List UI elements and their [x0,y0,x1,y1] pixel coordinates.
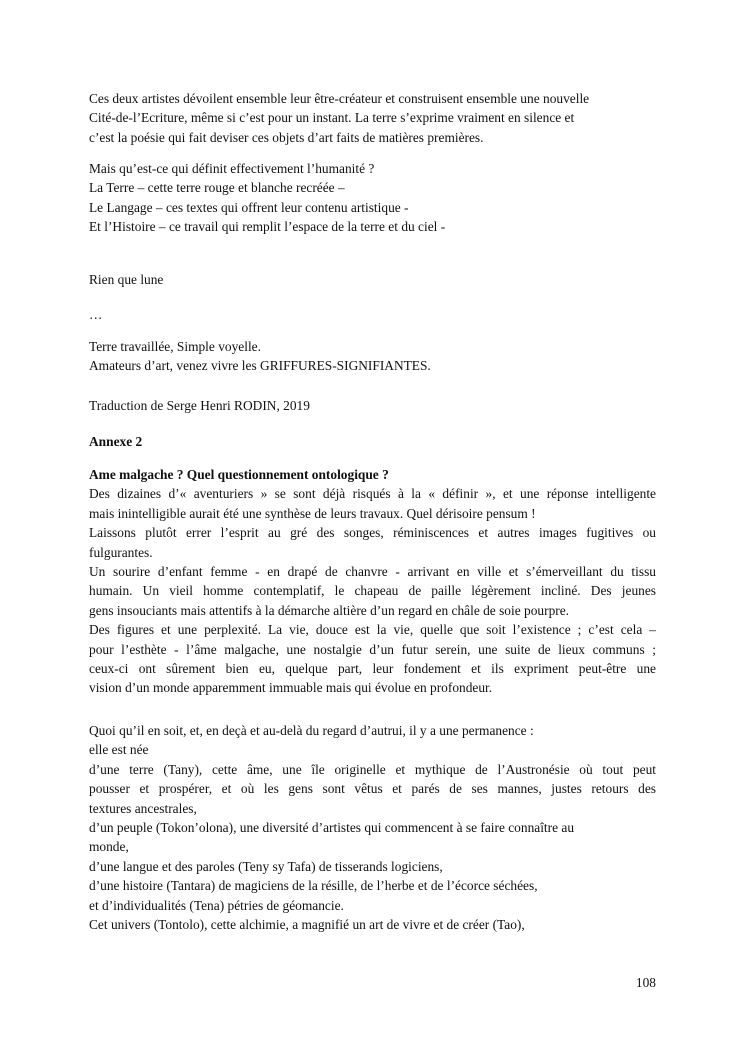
question-line: Le Langage – ces textes qui offrent leur contenu artistique - [89,199,409,215]
closing-line: Amateurs d’art, venez vivre les GRIFFURES-SIGNIFIANTES. [89,358,431,374]
intro-line: Cité-de-l’Ecriture, même si c’est pour un instant. La terre s’exprime vraiment en silence et [89,110,575,126]
rien-que-lune: Rien que lune [89,272,164,287]
paragraph-line: d’une terre (Tany), cette âme, une île originelle et mythique de l’Austronésie où tout peut [89,761,656,777]
question-line: Mais qu’est-ce qui définit effectivement l’humanité ? [89,161,375,176]
questions-paragraph [89,159,656,237]
intro-paragraph [89,89,656,147]
paragraph-line: Un sourire d’enfant femme - en drapé de chanvre - arrivant en ville et s’émerveillant du tissu [89,563,656,579]
paragraph-line: et d’individualités (Tena) pétries de géomancie. [89,897,344,913]
paragraph-line: fulgurantes. [89,544,153,560]
paragraph-line: textures ancestrales, [89,800,197,816]
translation-credit: Traduction de Serge Henri RODIN, 2019 [89,398,310,413]
paragraph-line: d’un peuple (Tokon’olona), une diversité d’artistes qui commencent à se faire connaître au [89,819,575,835]
paragraph-line: vision d’un monde apparemment immuable mais qui évolue en profondeur. [89,680,493,696]
question-line: Et l’Histoire – ce travail qui remplit l’espace de la terre et du ciel - [89,219,446,235]
page-number: 108 [635,975,656,990]
paragraph-line: humain. Un vieil homme contemplatif, le chapeau de paille légèrement incliné. Des jeunes [89,583,656,599]
question-line: La Terre – cette terre rouge et blanche recréée – [89,180,345,196]
paragraph-line: pour l’esthète - l’âme malgache, une nostalgie d’un futur serein, une suite de lieux communs ; [89,641,656,657]
paragraph-line: Des dizaines d’« aventuriers » se sont déjà risqués à la « définir », et une réponse intelligente [89,486,656,502]
annex-heading: Annexe 2 [89,434,143,449]
paragraph-line: gens insouciants mais attentifs à la démarche altière d’un regard en châle de soie pourpre. [89,602,570,618]
paragraph-line: d’une langue et des paroles (Teny sy Tafa) de tisserands logiciens, [89,858,443,874]
paragraph-line: d’une histoire (Tantara) de magiciens de la résille, de l’herbe et de l’écorce séchées, [89,878,538,894]
paragraph-line: Cet univers (Tontolo), cette alchimie, a magnifié un art de vivre et de créer (Tao), [89,916,525,932]
paragraph-line: Quoi qu’il en soit, et, en deçà et au-delà du regard d’autrui, il y a une permanence : [89,723,534,738]
closing-line: Terre travaillée, Simple voyelle. [89,339,261,354]
intro-line: Ces deux artistes dévoilent ensemble leur être-créateur et construisent ensemble une nouvelle [89,91,590,106]
paragraph-line: Laissons plutôt errer l’esprit au gré des songes, réminiscences et autres images fugitives ou [89,525,656,541]
paragraph-line: pousser et prospérer, et où les gens sont vêtus et parés de ses mannes, justes retours des [89,781,656,797]
paragraph-line: mais inintelligible aurait été une synthèse de leurs travaux. Quel dérisoire pensum ! [89,505,536,521]
closing-paragraph [89,337,656,376]
paragraph-2 [89,721,656,934]
paragraph-line: Des figures et une perplexité. La vie, douce est la vie, quelle que soit l’existence ; c’est cela – [89,622,656,638]
paragraph-line: elle est née [89,742,149,758]
paragraph-line: ceux-ci ont sûrement bien eu, quelque part, leur fondement et ils expriment peut-être une [89,660,656,676]
section-block [89,465,656,698]
intro-line: c’est la poésie qui fait deviser ces objets d’art faits de matières premières. [89,129,484,145]
section-heading: Ame malgache ? Quel questionnement ontologique ? [89,467,389,482]
paragraph-line: monde, [89,839,129,855]
ellipsis: … [89,307,103,322]
